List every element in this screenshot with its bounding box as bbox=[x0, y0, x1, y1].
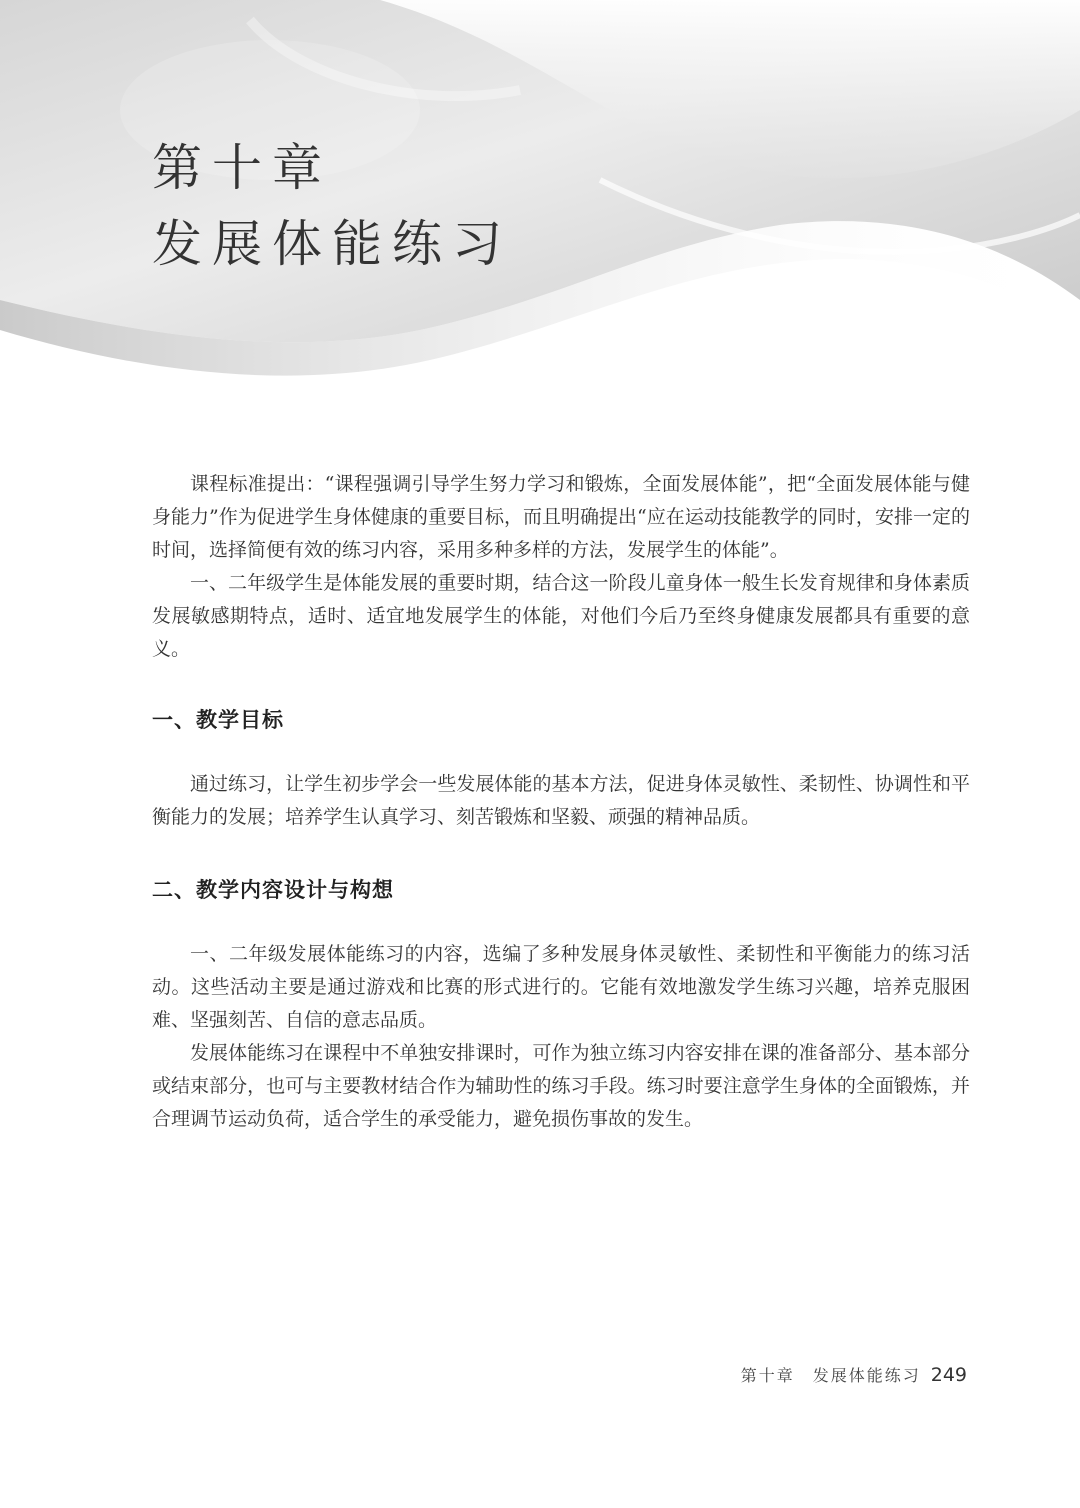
page-number: 249 bbox=[930, 1364, 967, 1386]
running-title: 第十章 发展体能练习 bbox=[740, 1366, 921, 1385]
main-content bbox=[152, 468, 970, 1136]
section-heading-content-design: 二、教学内容设计与构想 bbox=[152, 878, 394, 902]
section2-paragraph-1: 一、二年级发展体能练习的内容，选编了多种发展身体灵敏性、柔韧性和平衡能力的练习活动。这些活动主要是通过游戏和比赛的形式进行的。它能有效地激发学生练习兴趣，培养克服困难、坚强刻苦、自信的意志品质。 bbox=[152, 943, 970, 1031]
section-heading-teaching-goals: 一、教学目标 bbox=[152, 708, 284, 732]
page-footer bbox=[741, 1363, 967, 1386]
chapter-name: 发展体能练习 bbox=[152, 215, 512, 273]
section2-paragraph-2: 发展体能练习在课程中不单独安排课时，可作为独立练习内容安排在课的准备部分、基本部分或结束部分，也可与主要教材结合作为辅助性的练习手段。练习时要注意学生身体的全面锻炼，并合理调节运动负荷，适合学生的承受能力，避免损伤事故的发生。 bbox=[152, 1042, 970, 1130]
section1-paragraph-1: 通过练习，让学生初步学会一些发展体能的基本方法，促进身体灵敏性、柔韧性、协调性和平衡能力的发展；培养学生认真学习、刻苦锻炼和坚毅、顽强的精神品质。 bbox=[152, 773, 970, 828]
intro-paragraph-1: 课程标准提出：“课程强调引导学生努力学习和锻炼，全面发展体能”，把“全面发展体能与健身能力”作为促进学生身体健康的重要目标，而且明确提出“应在运动技能教学的同时，安排一定的时间，选择简便有效的练习内容，采用多种多样的方法，发展学生的体能”。 bbox=[152, 473, 970, 561]
chapter-number: 第十章 bbox=[152, 139, 332, 197]
chapter-title bbox=[152, 130, 512, 282]
intro-paragraph-2: 一、二年级学生是体能发展的重要时期，结合这一阶段儿童身体一般生长发育规律和身体素质发展敏感期特点，适时、适宜地发展学生的体能，对他们今后乃至终身健康发展都具有重要的意义。 bbox=[152, 572, 970, 660]
